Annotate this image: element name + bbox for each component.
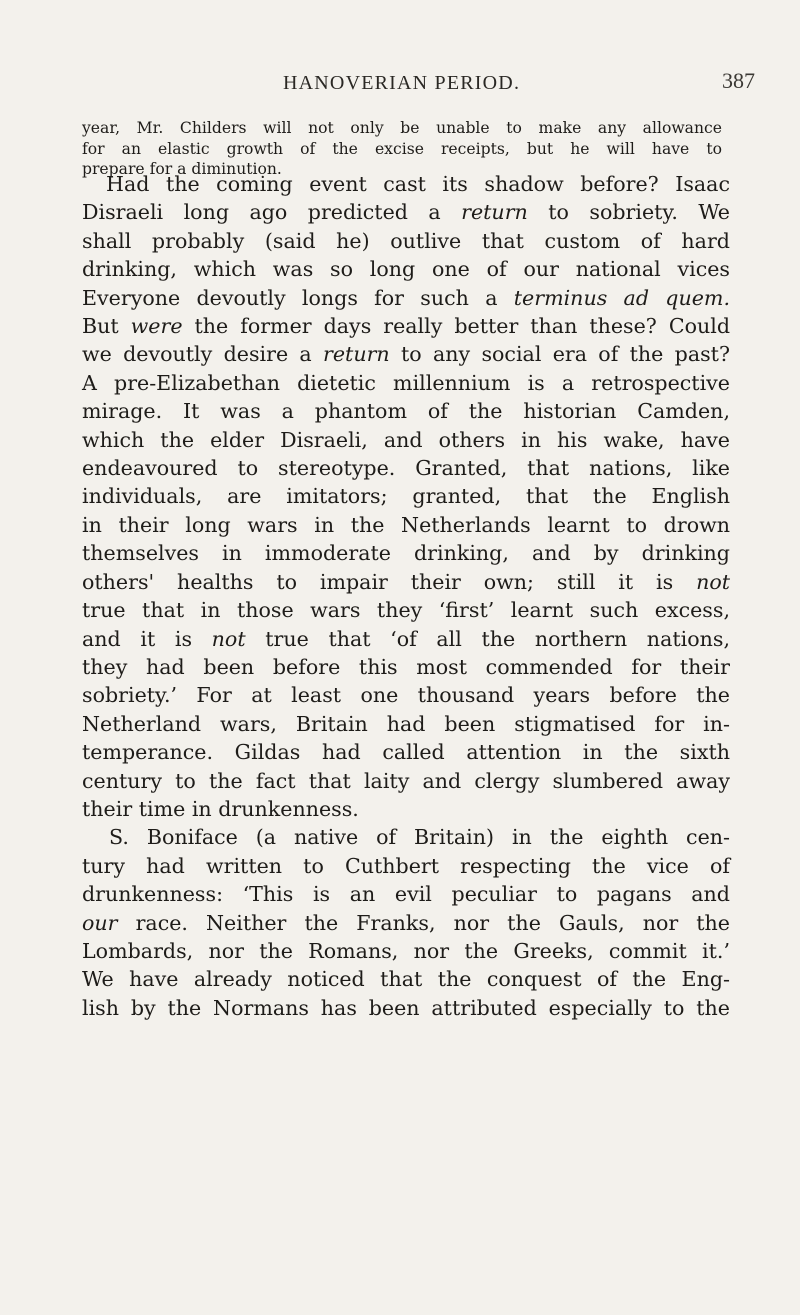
text-line: S. Boniface (a native of Britain) in the eighth cen-	[109, 825, 730, 850]
text-line: others' healths to impair their own; still it is not	[82, 569, 730, 594]
text-line: which the elder Disraeli, and others in his wake, have	[82, 427, 730, 452]
text-line: Lombards, nor the Romans, nor the Greeks, commit it.’	[82, 938, 730, 963]
text-line: we devoutly desire a return to any social era of the past?	[82, 342, 730, 367]
text-line: in their long wars in the Netherlands learnt to drown	[82, 512, 730, 537]
text-line: drinking, which was so long one of our national vices	[82, 257, 730, 282]
extract-line: for an elastic growth of the excise receipts, but he will have to	[82, 139, 722, 158]
text-line: individuals, are imitators; granted, that the English	[82, 484, 730, 509]
text-line: our race. Neither the Franks, nor the Gauls, nor the	[82, 910, 730, 935]
running-head: HANOVERIAN PERIOD.	[283, 72, 521, 94]
text-line: mirage. It was a phantom of the historian Camden,	[82, 399, 730, 424]
text-line: endeavoured to stereotype. Granted, that nations, like	[82, 456, 730, 481]
text-line: true that in those wars they ‘first’ learnt such excess,	[82, 598, 730, 623]
text-line: sobriety.’ For at least one thousand years before the	[82, 683, 730, 708]
text-line: they had been before this most commended for their	[82, 654, 730, 679]
text-line: A pre-Elizabethan dietetic millennium is a retrospective	[82, 370, 730, 395]
text-line: Disraeli long ago predicted a return to sobriety. We	[82, 200, 730, 225]
text-line: lish by the Normans has been attributed especially to the	[82, 995, 730, 1020]
text-line: temperance. Gildas had called attention in the sixth	[82, 740, 730, 765]
text-line: and it is not true that ‘of all the northern nations,	[82, 626, 730, 651]
text-line: themselves in immoderate drinking, and by drinking	[82, 541, 730, 566]
text-line: But were the former days really better than these? Could	[82, 314, 731, 339]
extract-line: prepare for a diminution.	[82, 160, 282, 178]
body-text	[82, 170, 730, 1022]
text-line: drunkenness: ‘This is an evil peculiar to pagans and	[82, 882, 730, 907]
page-number: 387	[722, 68, 755, 93]
text-line: tury had written to Cuthbert respecting the vice of	[82, 853, 730, 878]
text-line: Had the coming event cast its shadow before? Isaac	[106, 172, 730, 196]
text-line: Everyone devoutly longs for such a terminus ad quem.	[82, 285, 730, 310]
text-line: shall probably (said he) outlive that custom of hard	[82, 228, 730, 253]
text-line: century to the fact that laity and clergy slumbered away	[82, 768, 730, 793]
text-line: We have already noticed that the conquest of the Eng-	[82, 967, 730, 992]
text-line: Netherland wars, Britain had been stigmatised for in-	[82, 711, 730, 736]
text-line: their time in drunkenness.	[82, 796, 359, 821]
extract-line: year, Mr. Childers will not only be unable to make any allowance	[82, 119, 722, 137]
